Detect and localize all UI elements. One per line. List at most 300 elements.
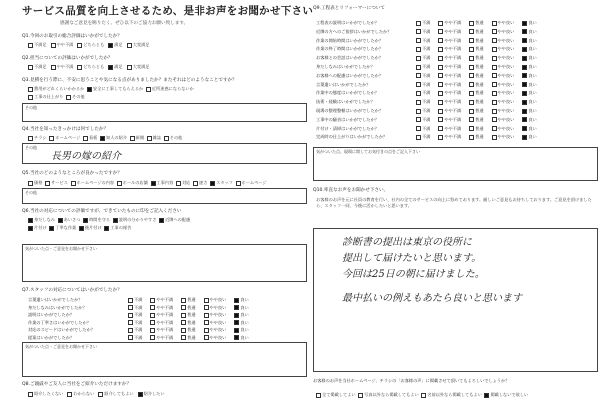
q7-row: [28, 297, 257, 303]
q7-rating-label: やや不満: [156, 304, 174, 310]
q9-rating-checkbox[interactable]: [492, 135, 497, 140]
q9-rating-checkbox[interactable]: [522, 135, 527, 140]
q7-rating-checkbox[interactable]: [128, 320, 133, 325]
q9-rating-label: 良い: [528, 72, 537, 78]
q9-rating-checkbox[interactable]: [438, 109, 443, 114]
q7-rating-label: やや良い: [209, 297, 227, 302]
q7-rating-label: やや不満: [156, 327, 174, 332]
q9-rating-label: やや良い: [497, 46, 515, 52]
q9-row: [316, 99, 545, 105]
survey-subtitle: 感謝なご意見を賜りたく、ぜひ以下のご協力お願い致します。: [60, 21, 189, 26]
q5-checkbox-9[interactable]: [236, 181, 241, 186]
q3-checkbox-1[interactable]: [28, 87, 33, 92]
q9-label: Q9.工程表とリフォーマーについて: [313, 6, 385, 11]
q9-rating-checkbox[interactable]: [522, 29, 527, 34]
q7-row-label: 言葉遣いはいかがでしたか？: [28, 297, 83, 302]
q9-rating-checkbox[interactable]: [469, 100, 474, 105]
q9-rating-label: やや良い: [497, 81, 515, 87]
q9-rating-label: やや不満: [444, 125, 462, 131]
q7-rating-label: 普通: [187, 304, 196, 310]
q9-rating-label: 普通: [475, 55, 484, 61]
q9-rating-label: 普通: [475, 90, 484, 96]
q7-rating-label: 普通: [187, 334, 196, 340]
q9-rating-label: やや不満: [444, 20, 462, 25]
q6-comment-box[interactable]: 気がついた点・ご意見をお聞かせ下さい: [22, 244, 307, 282]
q9-rating-checkbox[interactable]: [438, 38, 443, 43]
q4-checkbox-2[interactable]: [49, 136, 54, 141]
q5-options: 価格 サービス ホームページの内容 ホールの店舗 工事内容 対応 速さ スタッフ ホームページ: [28, 180, 267, 186]
q8-checkbox-2[interactable]: [67, 392, 72, 397]
q9-rating-checkbox[interactable]: [492, 109, 497, 114]
q5-checkbox-3[interactable]: [71, 181, 76, 186]
q3-other-box[interactable]: その他: [22, 103, 307, 122]
q9-rating-checkbox[interactable]: [492, 73, 497, 78]
q9-rating-checkbox[interactable]: [469, 82, 474, 87]
q8-checkbox-4[interactable]: [138, 392, 143, 397]
q9-rating-label: 不満: [422, 46, 431, 52]
q9-rating-label: 良い: [528, 55, 537, 61]
q9-rating-checkbox[interactable]: [492, 91, 497, 96]
q9-rating-checkbox[interactable]: [469, 38, 474, 43]
q9-rating-checkbox[interactable]: [522, 56, 527, 61]
q2-checkbox-1[interactable]: [28, 65, 33, 70]
q9-row: [316, 134, 545, 140]
q9-rating-checkbox[interactable]: [416, 38, 421, 43]
footer-options: 全て掲載してよい 写真以外なら掲載してもよい 名前以外なら掲載してもよい 掲載しないで欲しい: [316, 392, 528, 398]
q7-rating-label: やや不満: [156, 312, 174, 317]
q9-rating-checkbox[interactable]: [492, 82, 497, 87]
q4-checkbox-3[interactable]: [83, 136, 88, 141]
q9-rating-checkbox[interactable]: [416, 126, 421, 131]
q6-checkbox-3[interactable]: [83, 218, 88, 223]
q9-rating-label: やや不満: [444, 99, 462, 105]
q9-row: [316, 64, 545, 70]
q7-rating-checkbox[interactable]: [128, 305, 133, 310]
q4-checkbox-6[interactable]: [147, 136, 152, 141]
q7-row-label: 説明はいかがでしたか？: [28, 312, 75, 317]
q9-rating-label: 普通: [475, 46, 484, 52]
q9-rating-label: 普通: [475, 64, 484, 69]
q9-row-label: 言葉遣いはいかがでしたか？: [316, 81, 371, 87]
q6-checkbox-2[interactable]: [58, 218, 63, 223]
q9-rating-label: 普通: [475, 108, 484, 113]
q9-rating-checkbox[interactable]: [469, 91, 474, 96]
q9-rating-checkbox[interactable]: [522, 126, 527, 131]
q5-checkbox-7[interactable]: [193, 181, 198, 186]
q9-rating-label: 良い: [528, 108, 537, 113]
q2-checkbox-3[interactable]: [77, 65, 82, 70]
q7-rating-label: 良い: [240, 327, 249, 332]
q7-rating-checkbox[interactable]: [204, 328, 209, 333]
q7-row: [28, 312, 257, 318]
q7-row: [28, 305, 257, 311]
q9-rating-checkbox[interactable]: [416, 91, 421, 96]
q9-rating-label: 良い: [528, 46, 537, 52]
q7-rating-checkbox[interactable]: [150, 320, 155, 325]
q9-rating-checkbox[interactable]: [438, 21, 443, 26]
q9-rating-checkbox[interactable]: [522, 82, 527, 87]
q6-checkbox-1[interactable]: [28, 218, 33, 223]
q9-rating-checkbox[interactable]: [522, 65, 527, 70]
q9-row: [316, 29, 545, 35]
q9-rating-checkbox[interactable]: [438, 47, 443, 52]
q7-row: [28, 327, 257, 333]
q9-rating-checkbox[interactable]: [438, 56, 443, 61]
q9-row: [316, 38, 545, 44]
q9-rating-checkbox[interactable]: [522, 100, 527, 105]
survey-title: サービス品質を向上させるため、是非お声をお聞かせ下さい: [22, 5, 314, 17]
q6-label: Q6.当社の対応についての評価ですが、できていたものに印をご記入ください: [22, 209, 182, 214]
q9-rating-label: 良い: [528, 134, 537, 140]
footer-checkbox-3[interactable]: [421, 393, 426, 398]
q7-rating-label: 不満: [134, 334, 143, 340]
q2-checkbox-2[interactable]: [51, 65, 56, 70]
q1-label: Q1.今回のお取引の総合評価はいかがでしたか？: [22, 34, 122, 39]
q9-row-label: 片付け・清掃はいかがでしたか？: [316, 125, 379, 131]
q9-rating-checkbox[interactable]: [438, 126, 443, 131]
q5-checkbox-8[interactable]: [210, 181, 215, 186]
q9-rating-label: やや不満: [444, 37, 462, 43]
q3-options: 費用がどれくらいかかるか 安全に工事してもらえるか 近所迷惑にならないか: [28, 86, 194, 92]
q9-row-label: 技術・経験はいかがでしたか？: [316, 99, 375, 105]
q7-rating-label: 普通: [187, 319, 196, 325]
q5-checkbox-6[interactable]: [176, 181, 181, 186]
footer-checkbox-1[interactable]: [316, 393, 321, 398]
q9-rating-checkbox[interactable]: [469, 56, 474, 61]
q9-rating-label: やや不満: [444, 116, 462, 122]
q7-rating-label: 良い: [240, 334, 249, 340]
q9-rating-checkbox[interactable]: [438, 117, 443, 122]
q9-rating-checkbox[interactable]: [438, 100, 443, 105]
q1-checkbox-5[interactable]: [127, 43, 132, 48]
q9-rating-label: 普通: [475, 20, 484, 25]
q9-rating-checkbox[interactable]: [522, 47, 527, 52]
q9-rating-checkbox[interactable]: [416, 135, 421, 140]
q9-rating-label: やや不満: [444, 64, 462, 69]
q10-handwritten-line-1: 診断書の提出は東京の役所に: [342, 237, 472, 248]
q10-handwritten-line-3: 今回は25日の朝に届けました。: [342, 269, 485, 280]
q9-rating-label: やや不満: [444, 134, 462, 140]
q9-row-label: 工程表の説明はいかがでしたか？: [316, 20, 379, 25]
q1-checkbox-3[interactable]: [77, 43, 82, 48]
q9-rating-checkbox[interactable]: [469, 126, 474, 131]
q9-rating-checkbox[interactable]: [416, 109, 421, 114]
q9-rating-checkbox[interactable]: [438, 73, 443, 78]
q9-rating-label: 良い: [528, 37, 537, 43]
q2-checkbox-4[interactable]: [108, 65, 113, 70]
q3-checkbox-2[interactable]: [87, 87, 92, 92]
q9-row: [316, 82, 545, 88]
q9-rating-label: 不満: [422, 28, 431, 34]
q9-rating-label: 普通: [475, 116, 484, 122]
footer-checkbox-4[interactable]: [484, 393, 489, 398]
q9-rating-label: やや良い: [497, 108, 515, 113]
q9-row: [316, 46, 545, 52]
q9-rating-checkbox[interactable]: [492, 38, 497, 43]
q9-rating-checkbox[interactable]: [492, 117, 497, 122]
q7-rating-checkbox[interactable]: [150, 328, 155, 333]
q9-comment-box[interactable]: 気がついた点、現場に関してお気付きの点をご記入下さい: [313, 147, 598, 181]
q7-rating-label: 不満: [134, 327, 143, 332]
q7-rating-checkbox[interactable]: [181, 320, 186, 325]
q9-row: [316, 90, 545, 96]
q9-rating-checkbox[interactable]: [469, 47, 474, 52]
q7-rating-checkbox[interactable]: [150, 298, 155, 303]
q2-checkbox-5[interactable]: [127, 65, 132, 70]
q7-row: [28, 320, 257, 326]
q9-rating-label: 普通: [475, 28, 484, 34]
q7-rating-label: 良い: [240, 319, 249, 325]
q9-rating-label: 不満: [422, 81, 431, 87]
q6-options: 身だしなみ あいさつ 時間を守る 説明の分かりやすさ 近隣への配慮: [28, 217, 190, 223]
q7-row: [28, 335, 257, 341]
q9-rating-checkbox[interactable]: [492, 56, 497, 61]
q9-rating-label: 不満: [422, 116, 431, 122]
q9-rating-checkbox[interactable]: [416, 82, 421, 87]
q7-rating-label: やや不満: [156, 319, 174, 325]
q4-checkbox-5[interactable]: [130, 136, 135, 141]
q9-row-label: 完成時の仕上がりはいかがでしたか？: [316, 134, 388, 140]
q9-rating-checkbox[interactable]: [416, 47, 421, 52]
q9-row: [316, 55, 545, 61]
q9-rating-checkbox[interactable]: [416, 29, 421, 34]
q1-checkbox-4[interactable]: [108, 43, 113, 48]
q7-rating-checkbox[interactable]: [150, 305, 155, 310]
q9-rating-checkbox[interactable]: [416, 100, 421, 105]
q7-rating-label: 普通: [187, 297, 196, 302]
q9-rating-checkbox[interactable]: [469, 135, 474, 140]
q7-rating-checkbox[interactable]: [128, 298, 133, 303]
q3-checkbox-3[interactable]: [146, 87, 151, 92]
q7-rating-checkbox[interactable]: [181, 305, 186, 310]
q6-options-2: 片付け 丁寧な作業 後片付け 工事の報告: [28, 225, 131, 231]
q9-rating-label: 良い: [528, 90, 537, 96]
q7-rating-label: 普通: [187, 312, 196, 317]
q9-rating-label: 良い: [528, 116, 537, 122]
q7-rating-label: 不満: [134, 304, 143, 310]
q9-rating-label: やや良い: [497, 72, 515, 78]
q9-rating-label: 不満: [422, 55, 431, 61]
q7-rating-label: 不満: [134, 312, 143, 317]
q4-options: チラシ ホームページ 看板 知人の紹介 新聞 雑誌 その他: [28, 135, 182, 141]
q9-rating-label: やや良い: [497, 125, 515, 131]
q7-comment-box[interactable]: 気がついた点・ご意見をお聞かせ下さい: [22, 342, 307, 377]
q9-rating-checkbox[interactable]: [469, 29, 474, 34]
q7-row-label: 提案はいかがでしたか？: [28, 334, 75, 340]
q9-rating-label: 良い: [528, 20, 537, 25]
q9-rating-label: 不満: [422, 90, 431, 96]
q9-rating-label: やや良い: [497, 37, 515, 43]
q9-rating-label: 不満: [422, 64, 431, 69]
q9-row: [316, 117, 545, 123]
q9-rating-checkbox[interactable]: [522, 91, 527, 96]
q9-rating-checkbox[interactable]: [522, 117, 527, 122]
q9-rating-label: 不満: [422, 20, 431, 25]
q7-label: Q7.スタッフの対応についてはいかがでしたか？: [22, 288, 122, 293]
q6-checkbox-8[interactable]: [79, 226, 84, 231]
q7-row-label: 対応のスピードはいかがでしたか？: [28, 327, 95, 332]
q7-rating-checkbox[interactable]: [150, 335, 155, 340]
q7-rating-checkbox[interactable]: [204, 320, 209, 325]
q9-rating-checkbox[interactable]: [416, 117, 421, 122]
q9-rating-checkbox[interactable]: [469, 65, 474, 70]
q9-row-label: 作業中の態度はいかがでしたか？: [316, 90, 379, 96]
q9-row-label: 工事中の騒音はいかがでしたか？: [316, 116, 379, 122]
q9-rating-checkbox[interactable]: [492, 47, 497, 52]
q9-rating-checkbox[interactable]: [438, 82, 443, 87]
q9-rating-checkbox[interactable]: [492, 29, 497, 34]
footer-permission-label: お客様のお声を当社ホームページ、チラシの「お客様の声」に掲載させて頂いてもよろしいでしょうか？: [313, 378, 510, 383]
q7-rating-checkbox[interactable]: [234, 305, 239, 310]
q7-rating-checkbox[interactable]: [204, 305, 209, 310]
q7-rating-checkbox[interactable]: [234, 328, 239, 333]
q9-rating-checkbox[interactable]: [416, 73, 421, 78]
q7-rating-label: やや良い: [209, 327, 227, 332]
q9-rating-label: 不満: [422, 99, 431, 105]
q9-rating-checkbox[interactable]: [469, 21, 474, 26]
q10-comment-box[interactable]: [313, 228, 598, 372]
q7-rating-checkbox[interactable]: [128, 328, 133, 333]
q7-rating-label: 良い: [240, 297, 249, 302]
q5-checkbox-2[interactable]: [45, 181, 50, 186]
q9-rating-label: やや良い: [497, 116, 515, 122]
q3-checkbox-5[interactable]: [66, 95, 71, 100]
q5-checkbox-5[interactable]: [151, 181, 156, 186]
q7-rating-checkbox[interactable]: [234, 320, 239, 325]
q7-rating-checkbox[interactable]: [181, 313, 186, 318]
q7-rating-checkbox[interactable]: [128, 335, 133, 340]
q7-rating-checkbox[interactable]: [234, 298, 239, 303]
q9-rating-checkbox[interactable]: [438, 65, 443, 70]
q9-rating-checkbox[interactable]: [438, 91, 443, 96]
q6-checkbox-9[interactable]: [104, 226, 109, 231]
q4-checkbox-7[interactable]: [164, 136, 169, 141]
q9-rating-checkbox[interactable]: [492, 65, 497, 70]
q9-rating-checkbox[interactable]: [469, 73, 474, 78]
q4-checkbox-4[interactable]: [100, 136, 105, 141]
q9-rating-label: やや良い: [497, 90, 515, 96]
q7-rating-checkbox[interactable]: [204, 298, 209, 303]
q9-row-label: 作業の開始時間はいかがでしたか？: [316, 37, 384, 43]
q9-rating-label: やや不満: [444, 81, 462, 87]
q8-label: Q8.ご親戚やご友人に当社をご紹介いただけますか？: [22, 382, 132, 387]
q9-rating-label: 良い: [528, 125, 537, 131]
q2-label: Q2.担当についての評価はいかがでしたか？: [22, 56, 113, 61]
q9-rating-checkbox[interactable]: [469, 109, 474, 114]
q7-row-label: 身だしなみはいかがでしたか？: [28, 304, 87, 310]
q1-checkbox-1[interactable]: [28, 43, 33, 48]
q7-rating-checkbox[interactable]: [204, 313, 209, 318]
q7-rating-checkbox[interactable]: [204, 335, 209, 340]
q9-row: [316, 126, 545, 132]
q10-handwritten-line-2: 提出して届けたいと思います。: [342, 253, 482, 264]
q9-rating-checkbox[interactable]: [438, 135, 443, 140]
q9-row-label: 近隣の方へのご挨拶はいかがでしたか？: [316, 28, 392, 34]
q9-rating-label: やや良い: [497, 134, 515, 140]
q4-handwritten-answer: 長男の嫁の紹介: [51, 151, 121, 162]
q1-checkbox-2[interactable]: [51, 43, 56, 48]
q9-row: [316, 108, 545, 114]
q3-checkbox-4[interactable]: [28, 95, 33, 100]
q7-rating-label: やや良い: [209, 304, 227, 310]
q9-row-label: お客様への配慮はいかがでしたか？: [316, 72, 384, 78]
q5-checkbox-4[interactable]: [117, 181, 122, 186]
q5-other-box[interactable]: その他: [22, 188, 307, 204]
q9-rating-label: 普通: [475, 134, 484, 140]
q9-row-label: 現場の整理整頓はいかがでしたか？: [316, 108, 384, 113]
q9-row: [316, 73, 545, 79]
q7-rating-label: 良い: [240, 312, 249, 317]
q4-label: Q4.当社を知ったきっかけは何でしたか？: [22, 127, 109, 132]
q9-rating-checkbox[interactable]: [416, 56, 421, 61]
q4-other-box[interactable]: その他 長男の嫁の紹介: [22, 143, 307, 164]
q8-options: 紹介したくない わからない 紹介してもよい 紹介したい: [28, 391, 165, 397]
q1-options: 不満足 やや不満 どちらとも 満足 大変満足: [28, 42, 149, 48]
q9-rating-checkbox[interactable]: [522, 21, 527, 26]
q7-rating-label: やや不満: [156, 297, 174, 302]
q7-rating-label: 良い: [240, 304, 249, 310]
q6-checkbox-5[interactable]: [159, 218, 164, 223]
q9-rating-label: やや良い: [497, 28, 515, 34]
q7-rating-checkbox[interactable]: [181, 328, 186, 333]
q9-row-label: 作業の終了時間はいかがでしたか？: [316, 46, 384, 52]
q9-row: [316, 20, 545, 26]
q9-rating-checkbox[interactable]: [492, 100, 497, 105]
q9-rating-label: 不満: [422, 134, 431, 140]
q8-checkbox-3[interactable]: [98, 392, 103, 397]
q9-rating-label: 不満: [422, 72, 431, 78]
q7-rating-label: やや良い: [209, 312, 227, 317]
footer-checkbox-2[interactable]: [358, 393, 363, 398]
q6-checkbox-7[interactable]: [49, 226, 54, 231]
q9-rating-label: やや良い: [497, 55, 515, 61]
q9-rating-label: 普通: [475, 99, 484, 105]
q9-rating-checkbox[interactable]: [522, 38, 527, 43]
q9-rating-checkbox[interactable]: [416, 65, 421, 70]
q7-rating-checkbox[interactable]: [234, 313, 239, 318]
q9-rating-label: 普通: [475, 125, 484, 131]
q9-rating-checkbox[interactable]: [416, 21, 421, 26]
q6-checkbox-4[interactable]: [113, 218, 118, 223]
q9-rating-checkbox[interactable]: [492, 126, 497, 131]
q9-rating-label: やや不満: [444, 28, 462, 34]
q9-rating-label: 普通: [475, 37, 484, 43]
q5-checkbox-1[interactable]: [28, 181, 33, 186]
q4-checkbox-1[interactable]: [28, 136, 33, 141]
q7-rating-checkbox[interactable]: [150, 313, 155, 318]
q7-rating-checkbox[interactable]: [234, 335, 239, 340]
q8-checkbox-1[interactable]: [28, 392, 33, 397]
q7-rating-checkbox[interactable]: [181, 298, 186, 303]
q7-rating-checkbox[interactable]: [181, 335, 186, 340]
q9-rating-checkbox[interactable]: [469, 117, 474, 122]
q6-checkbox-6[interactable]: [28, 226, 33, 231]
q7-rating-checkbox[interactable]: [128, 313, 133, 318]
q9-rating-label: 良い: [528, 28, 537, 34]
q9-rating-label: 不満: [422, 37, 431, 43]
q5-label: Q5.当社のどのようなところが良かったですか？: [22, 171, 122, 176]
q9-rating-label: やや良い: [497, 20, 515, 25]
q9-rating-checkbox[interactable]: [522, 109, 527, 114]
q9-rating-checkbox[interactable]: [438, 29, 443, 34]
q7-rating-label: やや良い: [209, 319, 227, 325]
q10-handwritten-line-4: 最中払いの例えもあたら良いと思います: [342, 293, 522, 304]
q9-rating-checkbox[interactable]: [522, 73, 527, 78]
q9-row-label: 身だしなみはいかがでしたか？: [316, 64, 375, 69]
q9-rating-checkbox[interactable]: [492, 21, 497, 26]
q10-intro: お客様のお声を元に社員の教育を行い、社内の全てのサービスの向上に努めております。厳しいご意見もお待ちしております。ご意見を頂けましたら、スタッフ一同、今後に活かしたいと思います。: [316, 197, 592, 208]
q9-rating-label: 不満: [422, 125, 431, 131]
